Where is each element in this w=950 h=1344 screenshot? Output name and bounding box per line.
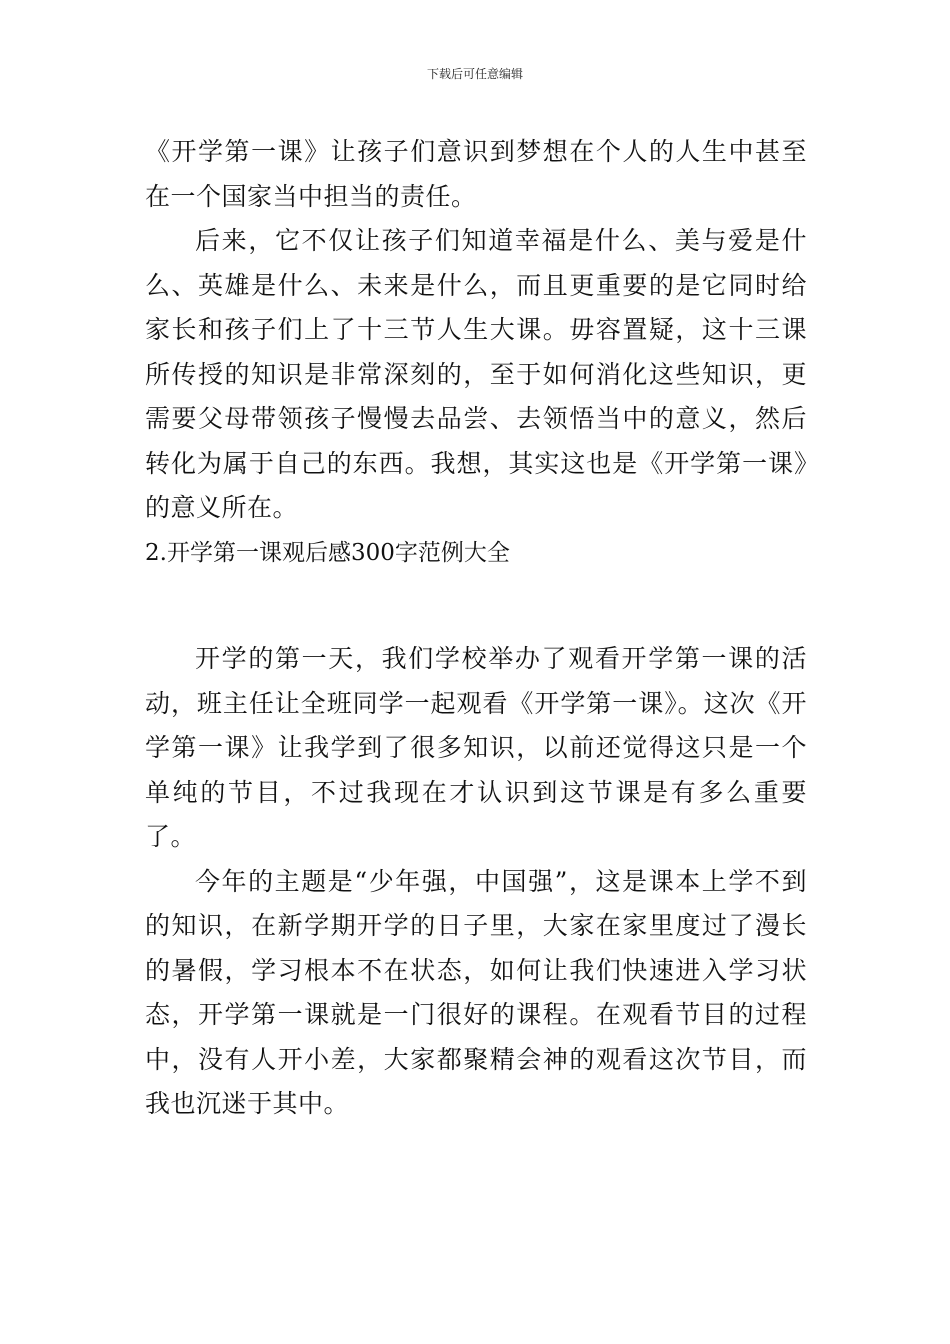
document-body [145,130,807,1127]
paragraph: 开学的第一天，我们学校举办了观看开学第一课的活动，班主任让全班同学一起观看《开学第一课》。这次《开学第一课》让我学到了很多知识，以前还觉得这只是一个单纯的节目，不过我现在才认识到这节课是有多么重要了。 [145,644,807,851]
section-spacer [145,575,807,637]
paragraph: 后来，它不仅让孩子们知道幸福是什么、美与爱是什么、英雄是什么、未来是什么，而且更重要的是它同时给家长和孩子们上了十三节人生大课。毋容置疑，这十三课所传授的知识是非常深刻的，至于如何消化这些知识，更需要父母带领孩子慢慢去品尝、去领悟当中的意义，然后转化为属于自己的东西。我想，其实这也是《开学第一课》的意义所在。 [145,226,807,522]
paragraph: 今年的主题是“少年强，中国强”，这是课本上学不到的知识，在新学期开学的日子里，大家在家里度过了漫长的暑假，学习根本不在状态，如何让我们快速进入学习状态，开学第一课就是一门很好的课程。在观看节目的过程中，没有人开小差，大家都聚精会神的观看这次节目，而我也沉迷于其中。 [145,866,807,1118]
page-header-note: 下载后可任意编辑 [426,67,523,81]
paragraph-continuation: 《开学第一课》让孩子们意识到梦想在个人的人生中甚至在一个国家当中担当的责任。 [145,137,807,211]
section-heading: 2.开学第一课观后感300字范例大全 [145,539,510,566]
